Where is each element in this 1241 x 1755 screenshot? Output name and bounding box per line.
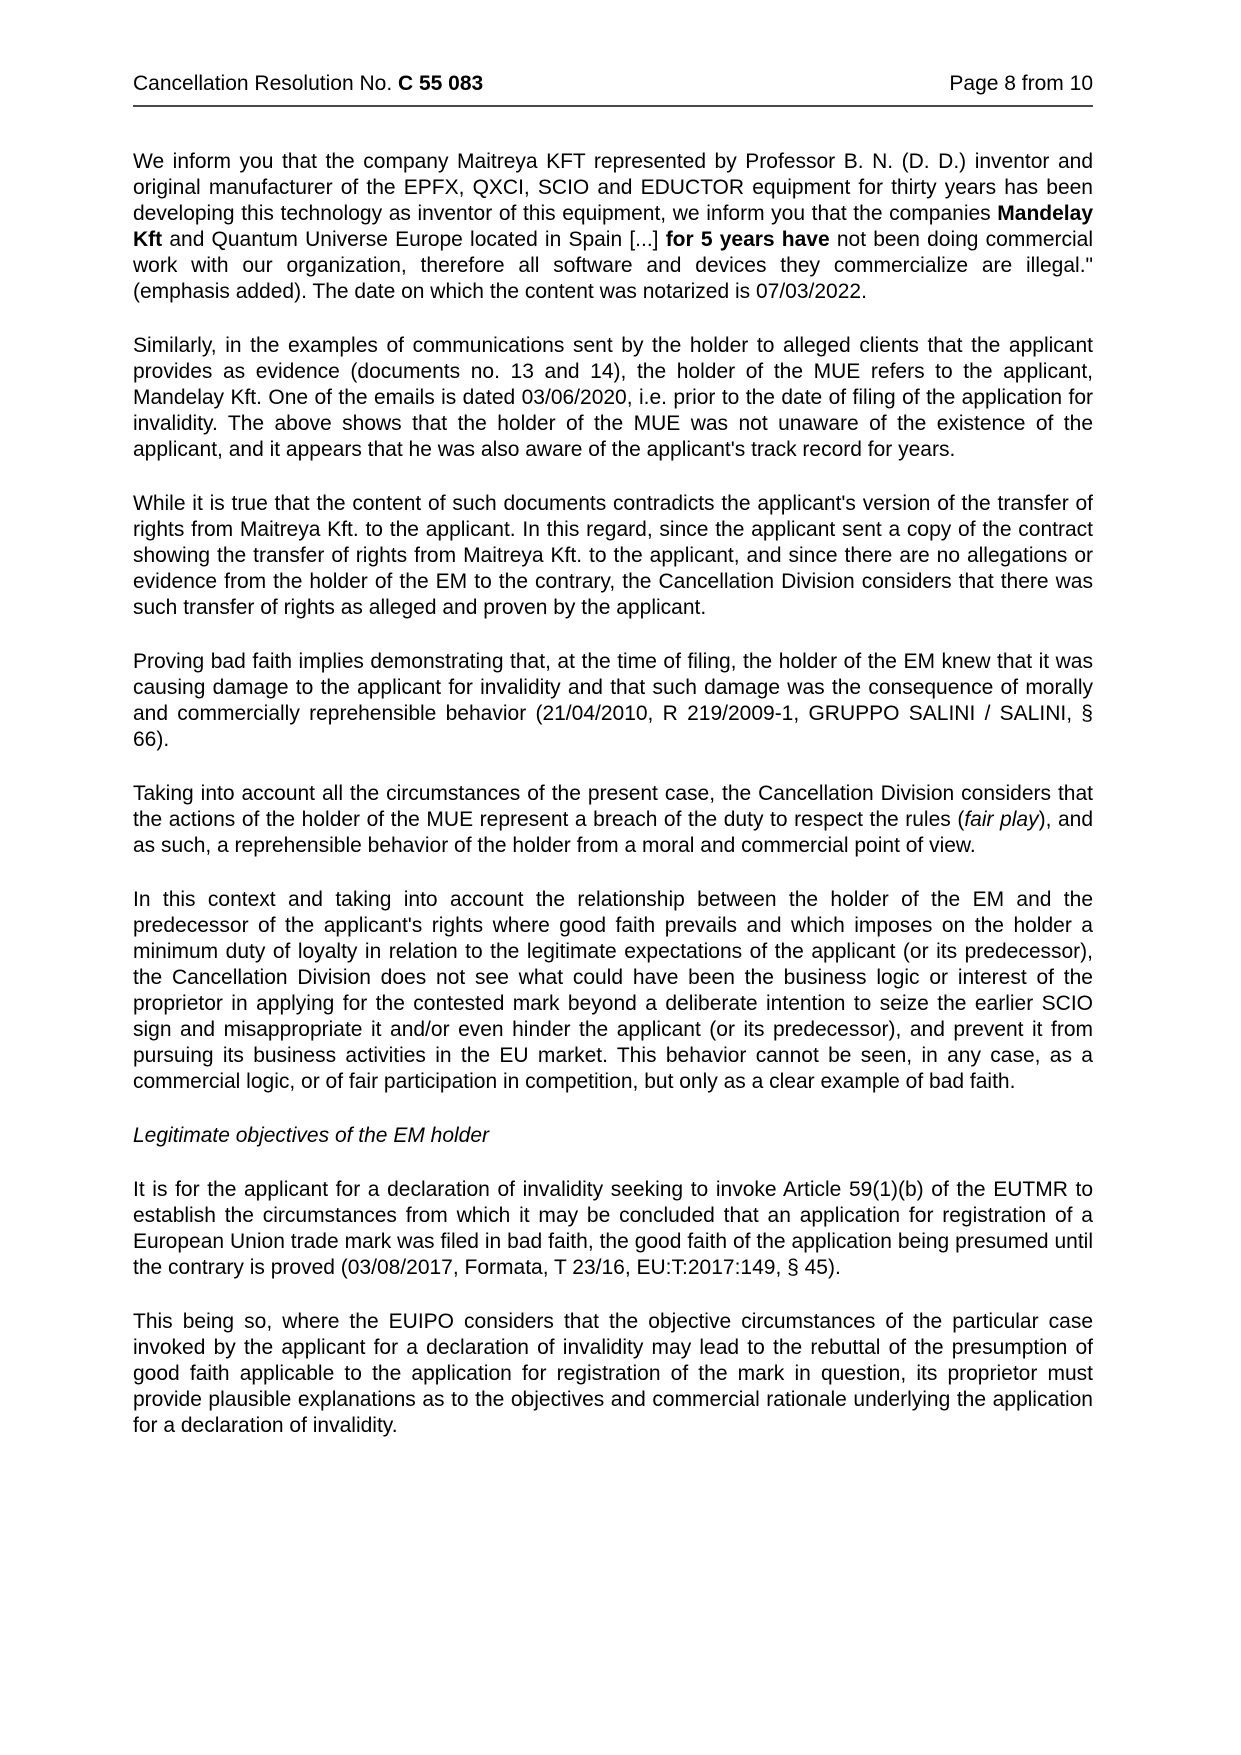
- paragraph-article-59: It is for the applicant for a declaration of invalidity seeking to invoke Article 59(1)(b) of the EUTMR to establish the circumstances from which it may be concluded that an application for registration of a European Union trade mark was filed in bad faith, the good faith of the application being presumed until the contrary is proved (03/08/2017, Formata, T 23/16, EU:T:2017:149, § 45).: [133, 1178, 1099, 1279]
- paragraph-text: ), and as such, a reprehensible behavior of the holder from a moral and commercial point of view.: [133, 808, 1099, 857]
- paragraph-transfer-of-rights: While it is true that the content of such documents contradicts the applicant's version of the transfer of rights from Maitreya Kft. to the applicant. In this regard, since the applicant sent a copy of the contract showing the transfer of rights from Maitreya Kft. to the applicant, and since there are no allegations or evidence from the holder of the EM to the contrary, the Cancellation Division considers that there was such transfer of rights as alleged and proven by the applicant.: [133, 492, 1099, 619]
- document-title-prefix: Cancellation Resolution No.: [133, 72, 398, 95]
- document-body: [133, 149, 1099, 1439]
- paragraph-euipo-rebuttal: This being so, where the EUIPO considers that the objective circumstances of the particular case invoked by the applicant for a declaration of invalidity may lead to the rebuttal of the presumption of good faith applicable to the application for registration of the mark in question, its proprietor must provide plausible explanations as to the objectives and commercial rationale underlying the application for a declaration of invalidity.: [133, 1310, 1099, 1437]
- paragraph-text-italic: fair play: [964, 808, 1039, 831]
- page-header: [133, 0, 1093, 107]
- document-number: C 55 083: [397, 72, 484, 95]
- paragraph-business-logic: In this context and taking into account the relationship between the holder of the EM and the predecessor of the applicant's rights where good faith prevails and which imposes on the holder a minimum duty of loyalty in relation to the legitimate expectations of the applicant (or its predecessor), the Cancellation Division does not see what could have been the business logic or interest of the proprietor in applying for the contested mark beyond a deliberate intention to seize the earlier SCIO sign and misappropriate it and/or even hinder the applicant (or its predecessor), and prevent it from pursuing its business activities in the EU market. This behavior cannot be seen, in any case, as a commercial logic, or of fair participation in competition, but only as a clear example of bad faith.: [133, 888, 1099, 1093]
- paragraph-text-bold: for 5 years have: [665, 228, 830, 251]
- paragraph-text-bold: Mandelay Kft: [133, 202, 1099, 251]
- paragraph-communications-evidence: Similarly, in the examples of communications sent by the holder to alleged clients that the applicant provides as evidence (documents no. 13 and 14), the holder of the MUE refers to the applicant, Mandelay Kft. One of the emails is dated 03/06/2020, i.e. prior to the date of filing of the application for invalidity. The above shows that the holder of the MUE was not unaware of the existence of the applicant, and it appears that he was also aware of the applicant's track record for years.: [133, 334, 1099, 461]
- section-heading-legitimate-objectives: Legitimate objectives of the EM holder: [133, 1124, 490, 1147]
- paragraph-text: and Quantum Universe Europe located in Spain [...]: [162, 228, 666, 251]
- paragraph-text: We inform you that the company Maitreya KFT represented by Professor B. N. (D. D.) inventor and original manufacturer of the EPFX, QXCI, SCIO and EDUCTOR equipment for thirty years has been developing this technology as inventor of this equipment, we inform you that the companies: [133, 150, 1099, 225]
- page-indicator: Page 8 from 10: [949, 72, 1093, 95]
- paragraph-text: not been doing commercial work with our organization, therefore all software and devices they commercialize are illegal." (emphasis added). The date on which the content was notarized is 07/03/2022.: [133, 228, 1099, 303]
- document-title: [133, 71, 483, 97]
- paragraph-fair-play: [133, 781, 1099, 859]
- paragraph-notarized-statement: [133, 149, 1099, 305]
- paragraph-proving-bad-faith: Proving bad faith implies demonstrating that, at the time of filing, the holder of the EM knew that it was causing damage to the applicant for invalidity and that such damage was the consequence of morally and commercially reprehensible behavior (21/04/2010, R 219/2009-1, GRUPPO SALINI / SALINI, § 66).: [133, 650, 1099, 751]
- paragraph-text: Taking into account all the circumstances of the present case, the Cancellation Division considers that the actions of the holder of the MUE represent a breach of the duty to respect the rules (: [133, 782, 1099, 831]
